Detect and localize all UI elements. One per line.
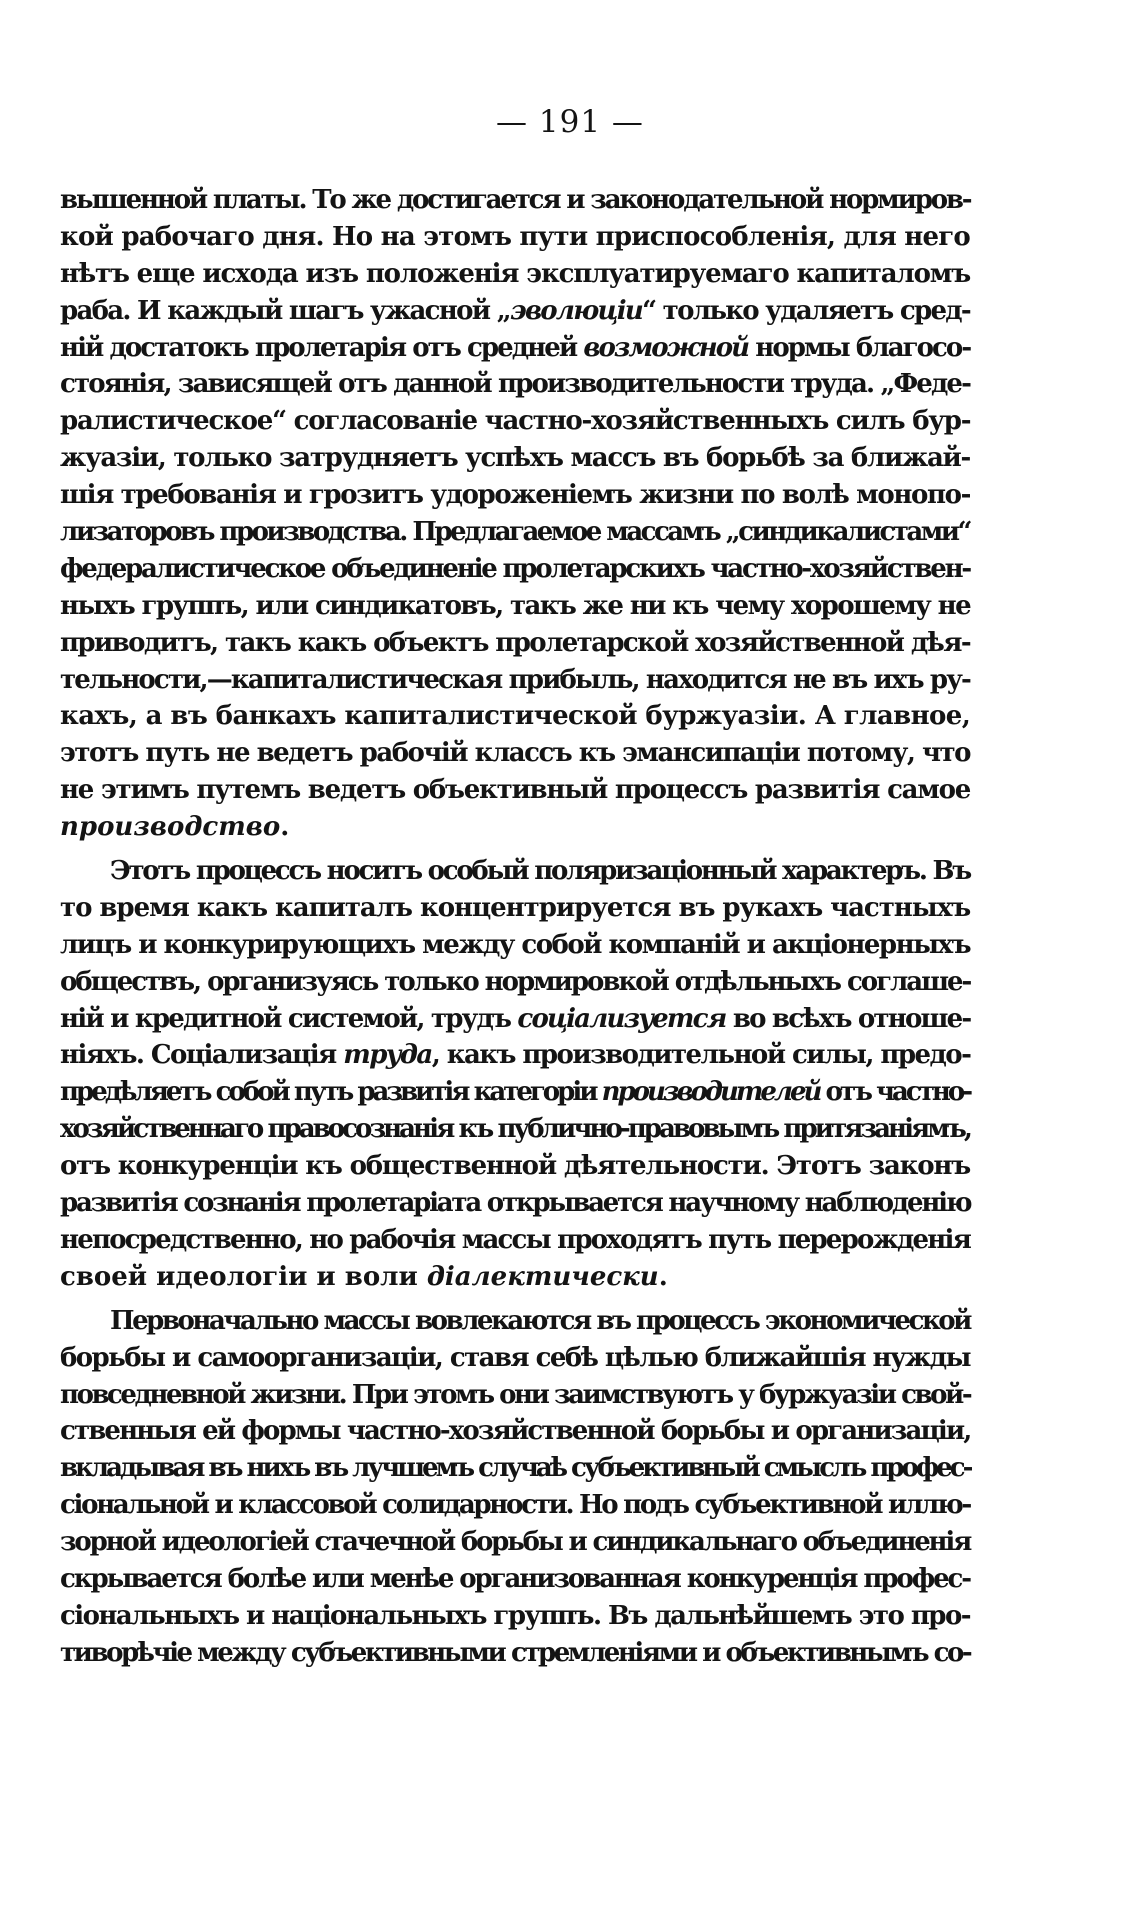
text-line: [60, 1001, 970, 1038]
text-line: [60, 330, 970, 367]
text-run: отъ частно-: [819, 1077, 970, 1108]
text-line: приводитъ, такъ какъ объектъ пролетарской хозяйственной дѣя-: [60, 627, 970, 658]
text-run: .: [658, 1261, 668, 1292]
text-line: развитія сознанія пролетаріата открывается научному наблюденію: [60, 1188, 971, 1219]
text-line: нѣтъ еще исхода изъ положенія эксплуатируемаго капиталомъ: [60, 258, 970, 289]
paragraph: [60, 1303, 970, 1672]
text-line: Первоначально массы вовлекаются въ процессъ экономической: [110, 1305, 970, 1336]
emphasized-text: возможной: [583, 332, 749, 363]
text-line: тельности,—капиталистическая прибыль, находится не въ ихъ ру-: [60, 664, 970, 695]
text-line: стоянія, зависящей отъ данной производительности труда. „Феде-: [60, 369, 970, 400]
emphasized-text: производителей: [601, 1077, 820, 1108]
emphasized-text: эволюціи: [509, 295, 643, 326]
text-line: вкладывая въ нихъ въ лучшемъ случаѣ субъективный смыслъ профес-: [60, 1453, 971, 1484]
paragraph-gap: [60, 846, 970, 853]
text-run: ніяхъ. Соціализація: [60, 1040, 344, 1071]
text-line: повседневной жизни. При этомъ они заимствуютъ у буржуазіи свой-: [60, 1379, 971, 1410]
text-line: лизаторовъ производства. Предлагаемое массамъ „синдикалистами“: [60, 517, 970, 548]
text-line: сіональныхъ и національныхъ группъ. Въ дальнѣйшемъ это про-: [60, 1600, 970, 1631]
text-line: этотъ путь не ведетъ рабочій классъ къ эмансипаціи потому, что: [60, 738, 970, 769]
text-line: ралистическое“ согласованіе частно-хозяйственныхъ силъ бур-: [60, 406, 971, 437]
text-run: своей идеологіи и воли: [60, 1261, 427, 1292]
text-line: борьбы и самоорганизаціи, ставя себѣ цѣлью ближайшія нужды: [60, 1342, 970, 1373]
text-line: [60, 1259, 970, 1296]
emphasized-text: соціализуется: [517, 1003, 726, 1034]
emphasized-text: діалектически: [426, 1261, 659, 1292]
text-line: федералистическое объединеніе пролетарскихъ частно-хозяйствен-: [60, 553, 970, 584]
text-run: предѣляетъ собой путь развитія категоріи: [60, 1077, 602, 1108]
text-line: обществъ, организуясь только нормировкой отдѣльныхъ соглаше-: [60, 966, 971, 997]
emphasized-text: производство: [60, 812, 281, 843]
page-body: [60, 182, 970, 1672]
text-line: [60, 1074, 970, 1111]
text-line: зорной идеологіей стачечной борьбы и синдикальнаго объединенія: [60, 1527, 971, 1558]
text-line: [60, 809, 970, 846]
text-line: кахъ, а въ банкахъ капиталистической буржуазіи. А главное,: [60, 701, 971, 732]
text-line: тиворѣчіе между субъективными стремленіями и объективнымъ со-: [60, 1637, 971, 1668]
emphasized-text: труда: [343, 1040, 432, 1071]
text-line: ственныя ей формы частно-хозяйственной борьбы и организаціи,: [60, 1416, 971, 1447]
text-run: ній достатокъ пролетарія отъ средней: [60, 332, 584, 363]
text-line: непосредственно, но рабочія массы проходятъ путь перерожденія: [60, 1224, 970, 1255]
text-line: Этотъ процессъ носитъ особый поляризаціонный характеръ. Въ: [110, 856, 970, 887]
text-line: [60, 293, 970, 330]
paragraph: [60, 182, 970, 846]
text-run: раба. И каждый шагъ ужасной „: [60, 295, 510, 326]
text-line: скрывается болѣе или менѣе организованная конкуренція профес-: [60, 1563, 970, 1594]
text-line: отъ конкуренціи къ общественной дѣятельности. Этотъ законъ: [60, 1151, 970, 1182]
text-line: хозяйственнаго правосознанія къ публично-правовымъ притязаніямъ,: [60, 1114, 970, 1145]
text-run: “ только удаляетъ сред-: [642, 295, 970, 326]
text-line: ныхъ группъ, или синдикатовъ, такъ же ни къ чему хорошему не: [60, 590, 970, 621]
text-run: , какъ производительной силы, предо-: [431, 1040, 971, 1071]
text-run: ній и кредитной системой, трудъ: [60, 1003, 518, 1034]
text-run: во всѣхъ отноше-: [725, 1003, 971, 1034]
text-run: нормы благосо-: [748, 332, 971, 363]
text-line: сіональной и классовой солидарности. Но подъ субъективной иллю-: [60, 1490, 970, 1521]
page-number: — 191 —: [496, 104, 644, 140]
text-line: шія требованія и грозитъ удорожeніемъ жизни по волѣ монопо-: [60, 480, 970, 511]
text-line: вышенной платы. То же достигается и законодательной нормиров-: [60, 185, 971, 215]
text-line: жуазіи, только затрудняетъ успѣхъ массъ въ борьбѣ за ближай-: [60, 443, 971, 474]
text-line: лицъ и конкурирующихъ между собой компаній и акціонерныхъ: [60, 929, 970, 960]
text-line: [60, 1037, 970, 1074]
text-line: не этимъ путемъ ведетъ объективный процессъ развитія самое: [60, 775, 971, 806]
text-line: кой рабочаго дня. Но на этомъ пути приспособленія, для него: [60, 221, 970, 252]
text-line: то время какъ капиталъ концентрируется въ рукахъ частныхъ: [60, 892, 971, 923]
paragraph: [60, 853, 970, 1296]
text-run: .: [280, 812, 290, 843]
paragraph-gap: [60, 1296, 970, 1303]
